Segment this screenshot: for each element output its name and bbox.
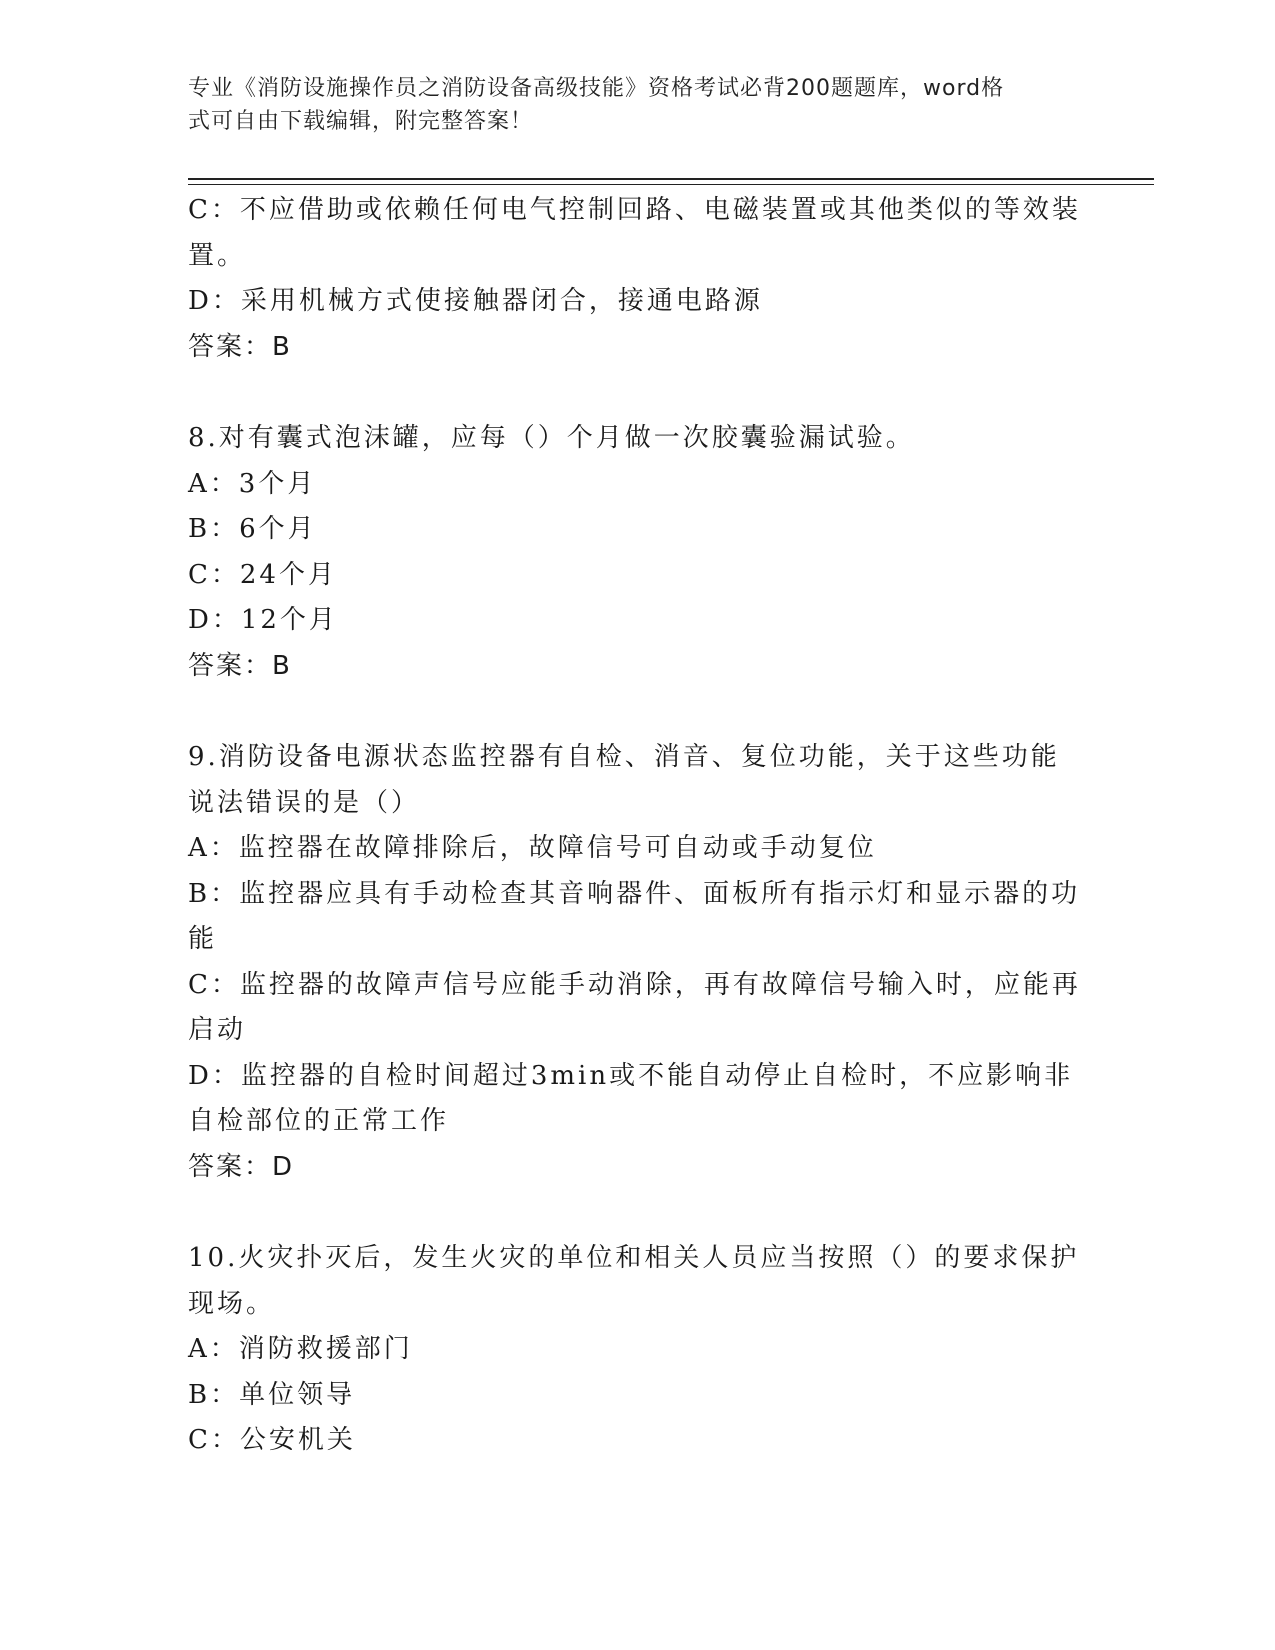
spacer: [188, 689, 1088, 735]
question-stem-line-1: 10.火灾扑灭后，发生火灾的单位和相关人员应当按照（）的要求保护: [188, 1243, 1080, 1273]
header-rule-thick: [188, 178, 1154, 180]
option-d: D：12个月: [188, 605, 338, 635]
option-b: B：单位领导: [188, 1379, 356, 1410]
option-b-line-2: 能: [188, 924, 218, 954]
question-stem-line-1: 9.消防设备电源状态监控器有自检、消音、复位功能，关于这些功能: [188, 742, 1060, 772]
question-9: [188, 735, 1088, 1190]
option-c-line-2: 启动: [188, 1015, 247, 1045]
previous-question: [188, 188, 1088, 370]
option-c-line-1: C：不应借助或依赖任何电气控制回路、电磁装置或其他类似的等效装: [188, 195, 1081, 225]
document-body: [188, 188, 1088, 1464]
spacer: [188, 1190, 1088, 1236]
option-d-line-2: 自检部位的正常工作: [188, 1106, 450, 1136]
option-a: A：消防救援部门: [188, 1334, 413, 1364]
option-b: B：6个月: [188, 514, 317, 544]
option-c-line-1: C：监控器的故障声信号应能手动消除，再有故障信号输入时，应能再: [188, 969, 1081, 1000]
question-stem-line-2: 说法错误的是（）: [188, 787, 421, 818]
option-c-line-2: 置。: [188, 240, 247, 271]
option-d: D：采用机械方式使接触器闭合，接通电路源: [188, 286, 763, 316]
header-rule-thin: [188, 184, 1154, 185]
question-stem: 8.对有囊式泡沫罐，应每（）个月做一次胶囊验漏试验。: [188, 423, 915, 453]
option-c: C：公安机关: [188, 1425, 356, 1455]
header-line-2: 式可自由下载编辑，附完整答案！: [188, 109, 534, 134]
answer: 答案：D: [188, 1151, 295, 1182]
document-header: [188, 72, 1068, 138]
option-a: A：监控器在故障排除后，故障信号可自动或手动复位: [188, 833, 877, 863]
question-8: [188, 416, 1088, 689]
question-stem-line-2: 现场。: [188, 1288, 276, 1319]
header-line-1: 专业《消防设施操作员之消防设备高级技能》资格考试必背200题题库，word格: [188, 76, 1005, 101]
option-b-line-1: B：监控器应具有手动检查其音响器件、面板所有指示灯和显示器的功: [188, 878, 1081, 909]
option-d-line-1: D：监控器的自检时间超过3min或不能自动停止自检时，不应影响非: [188, 1060, 1074, 1091]
option-a: A：3个月: [188, 468, 317, 499]
spacer: [188, 370, 1088, 416]
answer: 答案：B: [188, 650, 292, 681]
option-c: C：24个月: [188, 559, 337, 590]
question-10: [188, 1236, 1088, 1464]
answer: 答案：B: [188, 331, 292, 362]
